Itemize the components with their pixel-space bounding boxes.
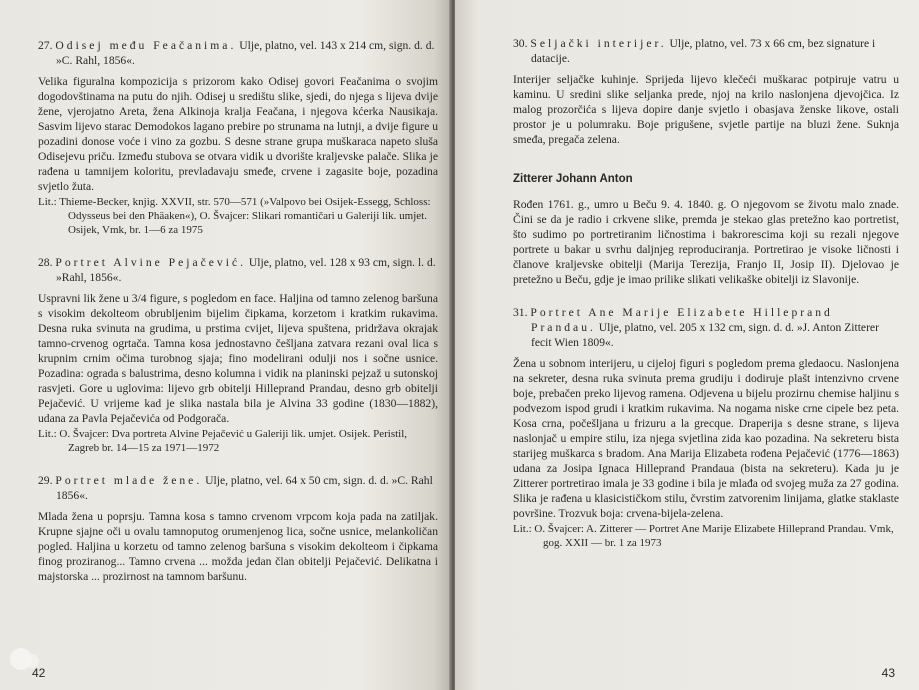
entry-title: Odisej među Feačanima.	[55, 39, 237, 52]
entry-literature: Lit.: Thieme-Becker, knjig. XXVII, str. 570—571 (»Valpovo bei Osijek-Essegg, Schloss: Odysseus bei den Phäaken«), O. Švajcer: Slikari romantičari u Galeriji lik. umjet. Osijek, Vmk, br. 1—6 za 1975	[38, 196, 431, 236]
entry-description: Uspravni lik žene u 3/4 figure, s pogledom en face. Haljina od tamno zelenog baršuna s visokim dekolteom obrubljenim bijelim čipkama, korzetom i kratkim rukavima. Desna ruka svinuta na grudima, u prstima cvijet, lijeva spuštena, pridržava okrajak tamno-crvenog ogrtača. Tamna kosa jednostavno češljana zatvara rezani oval lica s krupnim crnim očima turobnog sjaja; fino modelirani odulji nos i sočne usnice. Pozadina: ograda s balustrima, desno kolumna i vidik na planinski pejzaž u sutonskoj rasvjeti. Gore u uglovima: lijevo grb obitelji Hilleprand Prandau, desno grb obitelji Pejačević. U vrijeme kad je slika nastala bila je Alvina 33 godine (1830—1882), udana za Pavla Pejačevića od Podgorača.	[38, 292, 438, 425]
catalog-entry-30	[513, 36, 899, 147]
artist-biography: Rođen 1761. g., umro u Beču 9. 4. 1840. g. O njegovom se životu malo znade. Čini se da je radio i crkvene slike, premda je stekao glas pretežno kao portretist, što sudimo po portretiranim ličnostima i bakrorescima koji su rezali njegove portrete u bakar u svrhu daljnjeg reproduciranja. Portretirao je visoke ličnosti i članove kraljevske obitelji (Marija Terezija, Franjo II, Josip II). Djelovao je pretežno u Beču, gdje je imao prilike slikati velikaške obitelji iz Slavonije.	[513, 198, 899, 286]
entry-description: Velika figuralna kompozicija s prizorom kako Odisej govori Feačanima o svojim dogodovštinama na putu do njih. Odisej u središtu slike, sjedi, do njega s lijeva dvije žene, vjerojatno Areta, žena Alkinoja kralja Feačana, i njegova kćerka Nausikaja. Sasvim lijevo starac Demodokos lagano prebire po strunama na lutnji, a dvije figure u pozadini donose voće i vino za gozbu. S desne strane grupa muškaraca napeto sluša Odisejevu priču. Između stubova se otvara vidik u dvorište kraljevske palače. Slika je rađena u tamnijem koloritu, prevladavaju smeđe, crvene i zagasite boje, pozadina svjetlo žuta.	[38, 75, 438, 193]
entry-heading	[38, 255, 438, 285]
entry-description: Mlada žena u poprsju. Tamna kosa s tamno crvenom vrpcom koja pada na zatiljak. Krupne sjajne oči u ovalu tamnoputog orumenjenog lica, sočne usnice, melankoličan pogled. Haljina u korzetu od tamno zelenog baršuna s visokim dekolteom i čipkama finog proziranog... Tamno crvena ... možda jedan član obitelji Pejačević. Delikatna i majstorska ... prozirnost na tamnom baršunu.	[38, 510, 438, 583]
entry-title: Portret Alvine Pejačević.	[55, 256, 246, 269]
catalog-entry-27	[38, 38, 438, 237]
entry-heading	[513, 36, 899, 66]
entry-literature: Lit.: O. Švajcer: Dva portreta Alvine Pejačević u Galeriji lik. umjet. Osijek. Peristil, Zagreb br. 14—15 za 1971—1972	[38, 428, 408, 454]
entry-title: Portret mlade žene.	[55, 474, 203, 487]
entry-title: Portret Ane Marije Elizabete Hilleprand Prandau.	[530, 306, 833, 334]
catalog-entry-28	[38, 255, 438, 455]
left-page	[0, 0, 452, 690]
page-number: 42	[32, 666, 46, 680]
right-page	[455, 0, 919, 690]
entry-literature: Lit.: O. Švajcer: A. Zitterer — Portret Ane Marije Elizabete Hilleprand Prandau. Vmk, gog. XXII — br. 1 za 1973	[513, 523, 894, 549]
entry-number: 28.	[38, 256, 53, 269]
entry-description: Interijer seljačke kuhinje. Sprijeda lijevo klečeći muškarac potpiruje vatru u kaminu. U sredini slike seljanka prede, njoj na krilo naslonjena djevojčica. Iz malog prozorčića s lijeva dopire danje svjetlo i obasjava ženske likove, ostali prostor je u polumraku. Boje prigušene, svjetle partije na bluzi žene. Suknja smeđa, pregača zelena.	[513, 73, 899, 146]
entry-title: Seljački interijer.	[530, 37, 667, 50]
entry-number: 29.	[38, 474, 53, 487]
entry-meta: Ulje, platno, vel. 64 x 50 cm, sign. d. d. »C. Rahl 1856«.	[56, 474, 433, 502]
catalog-entry-29	[38, 473, 438, 584]
page-number: 43	[881, 666, 895, 680]
entry-meta: Ulje, platno, vel. 128 x 93 cm, sign. l. d. »Rahl, 1856«.	[56, 256, 436, 284]
entry-heading	[38, 473, 438, 503]
entry-meta: Ulje, platno, vel. 143 x 214 cm, sign. d. d. »C. Rahl, 1856«.	[56, 39, 435, 67]
entry-description: Žena u sobnom interijeru, u cijeloj figuri s pogledom prema gledaocu. Naslonjena na sekreter, desna ruka svinuta prema grudiju i dodiruje plašt intenzivno crvene boje, prebačen preko lijevog ramena. Odjevena u bijelu prozirnu chemise haljinu s podvezom ispod grudi i kratkim rukavima. Na nogama niske crne cipele bez peta. Kosa crna, počešljana u frizuru a la grecque. Draperija s desne strane, s lijeva naslonjač u empire stilu, iza njega svjetlina zida kao pozadina. Na sekreteru bista starijeg muškarca s bradom. Ana Marija Elizabeta rođena Pejačević (1776—1863) udana za Josipa Ignaca Hilleprand Prandaua (bista na sekreteru). Kada ju je Zitterer portretirao imala je 33 godine i bila je mlađa od svojeg muža za 27 godina. Slika je rađena u klasicističkom stilu, čvrstim zatvorenim linijama, glatke staklaste površine. Trozvuk boja: crvena-bijela-zelena.	[513, 357, 899, 520]
artist-heading: Zitterer Johann Anton	[513, 173, 633, 185]
catalog-entry-31	[513, 305, 899, 550]
entry-heading	[513, 305, 899, 350]
entry-number: 31.	[513, 306, 528, 319]
entry-heading	[38, 38, 438, 68]
entry-meta: Ulje, platno, vel. 205 x 132 cm, sign. d. d. »J. Anton Zitterer fecit Wien 1809«.	[531, 321, 879, 349]
entry-meta: Ulje, platno, vel. 73 x 66 cm, bez signature i datacije.	[531, 37, 876, 65]
entry-number: 27.	[38, 39, 53, 52]
entry-number: 30.	[513, 37, 528, 50]
